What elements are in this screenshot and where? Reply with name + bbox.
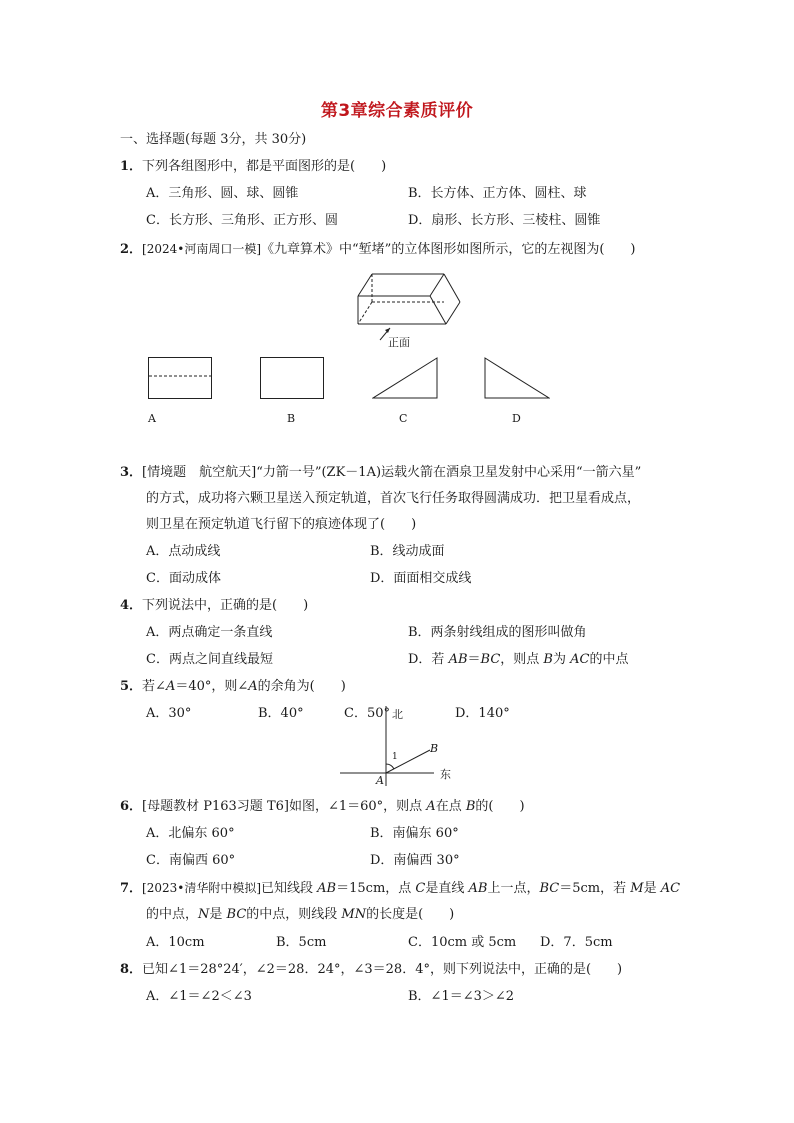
question-5: 5．若∠A＝40°，则∠A的余角为( ) <box>120 679 346 694</box>
east-label: 东 <box>440 768 451 781</box>
question-number: 6． <box>120 799 143 814</box>
q5-option-d: D．140° <box>455 706 510 721</box>
question-6: 6．[母题教材 P163习题 T6]如图，∠1＝60°，则点 A在点 B的( ) <box>120 799 525 814</box>
q2-label-b: B <box>287 412 296 425</box>
question-number: 1． <box>120 159 143 174</box>
q2-label-d: D <box>512 412 521 425</box>
front-view-label: 正面 <box>388 336 410 349</box>
question-number: 3． <box>120 465 143 480</box>
qiandu-solid-figure <box>350 268 470 354</box>
question-4 <box>120 597 308 615</box>
direction-figure <box>338 700 458 792</box>
q8-option-a: A．∠1＝∠2＜∠3 <box>146 989 252 1004</box>
question-stem: 下列各组图形中，都是平面图形的是( ) <box>142 159 387 174</box>
question-stem: 下列说法中，正确的是( ) <box>142 598 309 613</box>
q6-option-b: B．南偏东 60° <box>370 826 459 841</box>
q3-option-b: B．线动成面 <box>370 544 445 559</box>
q3-option-d: D．面面相交成线 <box>370 571 472 586</box>
question-stem: 《九章算术》中“堑堵”的立体图形如图所示，它的左视图为( ) <box>261 242 636 257</box>
question-number: 4． <box>120 598 143 613</box>
question-1 <box>120 158 386 176</box>
q1-option-d: D．扇形、长方形、三棱柱、圆锥 <box>408 213 601 228</box>
q8-option-b: B．∠1＝∠3＞∠2 <box>408 989 515 1004</box>
q3-option-c: C．面动成体 <box>146 571 221 586</box>
q4-option-c: C．两点之间直线最短 <box>146 652 273 667</box>
question-number: 8． <box>120 962 143 977</box>
question-7-line-2: 的中点，N是 BC的中点，则线段 MN的长度是( ) <box>146 907 455 922</box>
question-stem-line-1: [情境题 航空航天]“力箭一号”(ZK－1A)运载火箭在酒泉卫星发射中心采用“一箭六星” <box>142 465 642 480</box>
point-a-label: A <box>376 774 384 787</box>
q2-figure-a <box>148 357 212 399</box>
question-number: 7． <box>120 881 143 896</box>
source-tag: [2023•清华附中模拟] <box>142 881 262 895</box>
question-3 <box>120 464 641 482</box>
q7-option-b: B．5cm <box>276 935 327 950</box>
angle-1-label: 1 <box>392 752 398 762</box>
source-tag: [2024•河南周口一模] <box>142 242 262 256</box>
question-stem-line-3: 则卫星在预定轨道飞行留下的痕迹体现了( ) <box>146 517 417 532</box>
q1-option-c: C．长方形、三角形、正方形、圆 <box>146 213 338 228</box>
q7-option-d: D．7．5cm <box>540 935 613 950</box>
q7-option-a: A．10cm <box>146 935 205 950</box>
q4-option-b: B．两条射线组成的图形叫做角 <box>408 625 587 640</box>
q6-option-c: C．南偏西 60° <box>146 853 236 868</box>
q3-option-a: A．点动成线 <box>146 544 221 559</box>
q2-figure-d <box>484 357 550 399</box>
q2-label-c: C <box>399 412 408 425</box>
north-label: 北 <box>392 708 403 721</box>
q2-figure-c <box>372 357 438 399</box>
question-number: 2． <box>120 242 143 257</box>
question-2 <box>120 240 635 259</box>
question-8 <box>120 961 622 979</box>
q4-option-a: A．两点确定一条直线 <box>146 625 273 640</box>
q1-option-a: A．三角形、圆、球、圆锥 <box>146 186 299 201</box>
page-title: 第3章综合素质评价 <box>320 101 474 121</box>
question-number: 5． <box>120 679 143 694</box>
q6-option-a: A．北偏东 60° <box>146 826 235 841</box>
q4-option-d: D．若 AB＝BC，则点 B为 AC的中点 <box>408 652 629 667</box>
q6-option-d: D．南偏西 30° <box>370 853 460 868</box>
q2-label-a: A <box>148 412 156 425</box>
q5-option-a: A．30° <box>146 706 192 721</box>
question-stem: 已知∠1＝28°24′，∠2＝28．24°，∠3＝28．4°，则下列说法中，正确的是( ) <box>142 962 623 977</box>
q5-option-b: B．40° <box>258 706 304 721</box>
question-stem-line-2: 的方式，成功将六颗卫星送入预定轨道，首次飞行任务取得圆满成功．把卫星看成点， <box>146 491 641 506</box>
section-heading: 一、选择题(每题 3分，共 30分) <box>120 132 307 147</box>
q1-option-b: B．长方体、正方体、圆柱、球 <box>408 186 587 201</box>
point-b-label: B <box>430 742 439 755</box>
q2-figure-b <box>260 357 324 399</box>
question-7: 7．[2023•清华附中模拟]已知线段 AB＝15cm，点 C是直线 AB上一点，BC＝5cm，若 M是 AC <box>120 881 681 896</box>
q7-option-c: C．10cm 或 5cm <box>408 935 517 950</box>
q5-option-c: C．50° <box>344 706 390 721</box>
